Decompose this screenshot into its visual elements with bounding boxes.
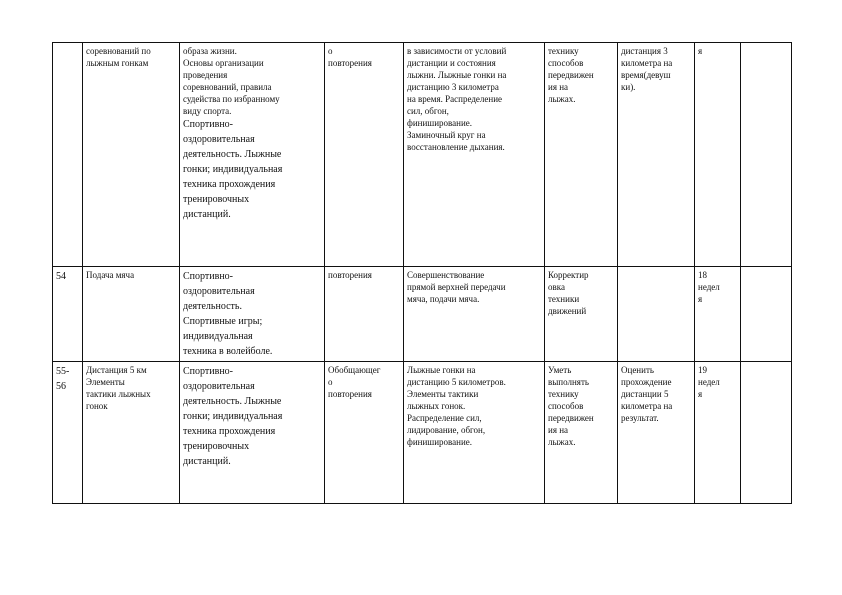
lesson-type-cell — [325, 267, 404, 362]
table-row — [53, 43, 792, 267]
lesson-content-cell — [180, 43, 325, 267]
lesson-content-text-b: Спортивно- оздоровительная деятельность. Спортивные игры; индивидуальная техника в волейболе. — [183, 271, 273, 357]
week-text: 18 недел я — [698, 270, 720, 304]
lesson-type-text: повторения — [328, 270, 372, 280]
lesson-content-text-b: Спортивно- оздоровительная деятельность. Лыжные гонки; индивидуальная техника прохождения тренировочных дистанций. — [183, 366, 283, 467]
lesson-topic-text: соревнований по лыжным гонкам — [86, 46, 151, 68]
results-text: Уметь выполнять технику способов передвижен ия на лыжах. — [548, 365, 594, 447]
lesson-number-cell — [53, 43, 83, 267]
results-text: технику способов передвижен ия на лыжах. — [548, 46, 594, 104]
lesson-content-cell — [180, 267, 325, 362]
week-cell — [695, 267, 741, 362]
control-text: Оценить прохождение дистанции 5 километра на результат. — [621, 365, 673, 423]
activity-text: в зависимости от условий дистанции и состояния лыжни. Лыжные гонки на дистанцию 3 километра на время. Распределение сил, обгон, финиширование. Заминочный круг на восстановление дыхания. — [407, 46, 507, 152]
activity-cell — [404, 43, 545, 267]
table-row — [53, 267, 792, 362]
extra-cell — [741, 267, 792, 362]
activity-text: Совершенствование прямой верхней передачи мяча, подачи мяча. — [407, 270, 506, 304]
lesson-type-cell — [325, 43, 404, 267]
activity-text: Лыжные гонки на дистанцию 5 километров. Элементы тактики лыжных гонок. Распределение сил, лидирование, обгон, финиширование. — [407, 365, 506, 447]
week-cell — [695, 43, 741, 267]
lesson-number-text: 54 — [56, 271, 66, 282]
table-row — [53, 362, 792, 504]
extra-cell — [741, 43, 792, 267]
lesson-content-text-a: образа жизни. Основы организации проведения соревнований, правила судейства по избранному виду спорта. — [183, 46, 280, 116]
lesson-content-cell — [180, 362, 325, 504]
lesson-topic-text: Подача мяча — [86, 270, 135, 280]
control-cell — [618, 362, 695, 504]
results-cell — [545, 267, 618, 362]
control-cell — [618, 267, 695, 362]
control-text: дистанция 3 километра на время(девуш ки). — [621, 46, 673, 92]
lesson-type-text: о повторения — [328, 46, 372, 68]
lesson-content-text-b: Спортивно- оздоровительная деятельность. Лыжные гонки; индивидуальная техника прохождения тренировочных дистанций. — [183, 119, 283, 220]
lesson-type-text: Обобщающег о повторения — [328, 365, 381, 399]
activity-cell — [404, 267, 545, 362]
week-text: 19 недел я — [698, 365, 720, 399]
lesson-number-cell — [53, 267, 83, 362]
lesson-topic-cell — [83, 267, 180, 362]
lesson-number-text: 55- 56 — [56, 366, 70, 392]
lesson-number-cell — [53, 362, 83, 504]
lesson-plan-table — [52, 42, 792, 504]
lesson-topic-text: Дистанция 5 км Элементы тактики лыжных гонок — [86, 365, 151, 411]
week-text: я — [698, 46, 703, 56]
activity-cell — [404, 362, 545, 504]
lesson-topic-cell — [83, 362, 180, 504]
extra-cell — [741, 362, 792, 504]
lesson-type-cell — [325, 362, 404, 504]
results-text: Корректир овка техники движений — [548, 270, 589, 316]
results-cell — [545, 362, 618, 504]
lesson-topic-cell — [83, 43, 180, 267]
control-cell — [618, 43, 695, 267]
week-cell — [695, 362, 741, 504]
results-cell — [545, 43, 618, 267]
